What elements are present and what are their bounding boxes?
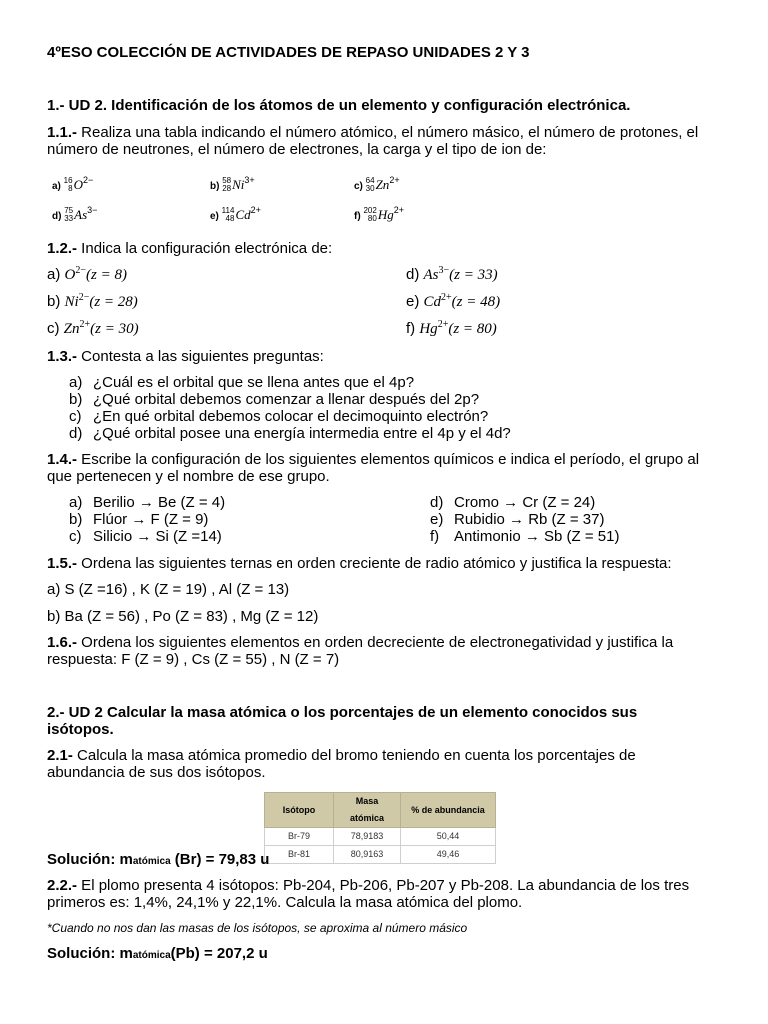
list-item — [69, 511, 208, 528]
ion-charge: 2+ — [79, 319, 91, 330]
section-2-heading: 2.- UD 2 Calcular la masa atómica o los porcentajes de un elemento conocidos sus — [47, 704, 638, 721]
question-text: Escribe la configuración de los siguientes elementos químicos e indica el período, el grupo al — [77, 451, 700, 468]
ion-item-label: f) — [354, 211, 364, 222]
element-symbol: Zn — [375, 177, 390, 192]
isotope-numbers — [222, 177, 231, 193]
ion-charge: 2− — [82, 175, 94, 185]
question-text: Ordena las siguientes ternas en orden creciente de radio atómico y justifica la respuesta: — [77, 555, 672, 572]
element-symbol: As — [423, 267, 439, 283]
atomic-number: 80 — [367, 214, 377, 224]
ion-item — [210, 206, 261, 225]
column-header: Isótopo — [265, 793, 334, 828]
ion-charge: 2+ — [389, 175, 400, 185]
table-cell: Br-79 — [265, 828, 334, 846]
config-item — [406, 266, 498, 284]
solution-label: Solución: m — [47, 945, 133, 962]
ion-charge: 3+ — [244, 175, 255, 185]
question-number: 1.5.- — [47, 555, 78, 572]
config-item — [406, 293, 500, 311]
list-item-marker: c) — [69, 528, 82, 545]
list-item-marker: a) — [69, 374, 83, 391]
atomic-number-eq: (z = 80) — [448, 321, 497, 337]
table-row — [265, 846, 496, 864]
table-cell: 50,44 — [401, 828, 496, 846]
page-title: 4ºESO COLECCIÓN DE ACTIVIDADES DE REPASO UNIDADES 2 Y 3 — [47, 44, 530, 61]
question-1-6 — [47, 634, 673, 651]
ion-charge: 2+ — [437, 319, 449, 330]
element-symbol: Zn — [63, 321, 80, 337]
list-item-text: Rubidio → Rb (Z = 37) — [454, 511, 605, 528]
question-text: El plomo presenta 4 isótopos: Pb-204, Pb-206, Pb-207 y Pb-208. La abundancia de los tres — [77, 877, 690, 894]
element-symbol: As — [74, 207, 88, 222]
solution-value: (Pb) = 207,2 u — [170, 945, 268, 962]
atomic-number-eq: (z = 28) — [89, 294, 138, 310]
list-item-text: Cromo → Cr (Z = 24) — [454, 494, 596, 511]
list-item — [69, 374, 414, 391]
question-number: 1.4.- — [47, 451, 78, 468]
mass-number: 75 — [64, 206, 74, 216]
question-text: Indica la configuración electrónica de: — [77, 240, 333, 257]
ion-charge: 2+ — [441, 292, 452, 303]
list-item-marker: a) — [69, 494, 83, 511]
solution-value: (Br) = 79,83 u — [170, 851, 270, 868]
config-item-label: d) — [406, 266, 424, 283]
ion-item — [52, 176, 93, 195]
list-item-marker: b) — [69, 511, 83, 528]
list-item — [69, 391, 479, 408]
solution-subscript: atómica — [132, 950, 171, 961]
list-item-text: ¿En qué orbital debemos colocar el decimoquinto electrón? — [93, 408, 489, 425]
ion-item — [210, 176, 255, 195]
isotope-numbers — [64, 207, 73, 223]
config-item-label: e) — [406, 293, 424, 310]
table-header-row — [265, 793, 496, 828]
list-item-marker: b) — [69, 391, 83, 408]
config-formula — [424, 294, 501, 310]
config-item — [47, 320, 139, 338]
element-symbol: Hg — [419, 321, 438, 337]
element-symbol: Ni — [232, 177, 245, 192]
atomic-number: 48 — [225, 214, 235, 224]
question-number: 1.2.- — [47, 240, 78, 257]
question-1-3 — [47, 348, 324, 365]
list-item — [430, 494, 595, 511]
config-formula — [419, 321, 496, 337]
config-formula — [424, 267, 498, 283]
isotope-numbers — [366, 177, 375, 193]
section-1-heading: 1.- UD 2. Identificación de los átomos de un elemento y configuración electrónica. — [47, 97, 631, 114]
question-number: 2.1- — [47, 747, 73, 764]
question-2-2-cont: primeros es: 1,4%, 24,1% y 22,1%. Calcula la masa atómica del plomo. — [47, 894, 523, 911]
ion-item-label: c) — [354, 181, 366, 192]
list-item-marker: f) — [430, 528, 440, 545]
question-1-1-cont: número de neutrones, el número de electrones, la carga y el tipo de ion de: — [47, 141, 547, 158]
config-item-label: b) — [47, 293, 65, 310]
ion-item-label: b) — [210, 181, 223, 192]
ion-item-label: d) — [52, 211, 65, 222]
ion-item-label: e) — [210, 211, 222, 222]
list-item-text: ¿Qué orbital debemos comenzar a llenar después del 2p? — [93, 391, 480, 408]
list-item-text: Silicio → Si (Z =14) — [93, 528, 222, 545]
atomic-number: 8 — [68, 184, 73, 194]
config-item-label: f) — [406, 320, 420, 337]
list-item — [430, 511, 604, 528]
footnote: *Cuando no nos dan las masas de los isótopos, se aproxima al número másico — [47, 921, 468, 935]
question-number: 1.1.- — [47, 124, 78, 141]
isotope-table — [264, 792, 496, 864]
question-text: Contesta a las siguientes preguntas: — [77, 348, 324, 365]
mass-number: 64 — [365, 176, 375, 186]
element-symbol: Hg — [377, 207, 394, 222]
list-item-text: ¿Qué orbital posee una energía intermedia entre el 4p y el 4d? — [93, 425, 511, 442]
list-item — [69, 408, 488, 425]
mass-number: 114 — [221, 206, 235, 216]
question-number: 1.6.- — [47, 634, 78, 651]
config-item — [47, 293, 138, 311]
ion-item — [52, 206, 97, 225]
atomic-number-eq: (z = 30) — [90, 321, 139, 337]
list-item — [69, 425, 511, 442]
list-item-marker: d) — [69, 425, 83, 442]
list-item-text: Flúor → F (Z = 9) — [93, 511, 209, 528]
question-text: Ordena los siguientes elementos en orden decreciente de electronegatividad y justifica la — [77, 634, 674, 651]
question-number: 1.3.- — [47, 348, 78, 365]
config-item — [47, 266, 127, 284]
config-formula — [64, 321, 139, 337]
list-item-marker: c) — [69, 408, 82, 425]
question-1-1 — [47, 124, 698, 141]
isotope-numbers — [222, 207, 235, 223]
atomic-number-eq: (z = 8) — [86, 267, 127, 283]
config-formula — [65, 294, 138, 310]
ion-item-label: a) — [52, 181, 64, 192]
question-1-5-b: b) Ba (Z = 56) , Po (Z = 83) , Mg (Z = 12) — [47, 608, 319, 625]
element-symbol: Cd — [235, 207, 251, 222]
atomic-number-eq: (z = 33) — [449, 267, 498, 283]
ion-charge: 2+ — [250, 205, 261, 215]
question-1-4 — [47, 451, 699, 468]
table-row — [265, 828, 496, 846]
question-2-2 — [47, 877, 689, 894]
table-cell: Br-81 — [265, 846, 334, 864]
atomic-number: 30 — [365, 184, 375, 194]
mass-number: 16 — [63, 176, 73, 186]
question-1-5-a: a) S (Z =16) , K (Z = 19) , Al (Z = 13) — [47, 581, 290, 598]
isotope-numbers — [64, 177, 73, 193]
question-2-1 — [47, 747, 636, 764]
element-symbol: Ni — [64, 294, 79, 310]
list-item — [69, 528, 222, 545]
question-number: 2.2.- — [47, 877, 78, 894]
question-2-1-cont: abundancia de sus dos isótopos. — [47, 764, 266, 781]
section-2-heading-cont: isótopos. — [47, 721, 114, 738]
ion-charge: 2− — [75, 265, 86, 276]
config-item-label: a) — [47, 266, 65, 283]
mass-number: 202 — [363, 206, 377, 216]
table-cell: 78,9183 — [334, 828, 401, 846]
isotope-numbers — [363, 207, 376, 223]
element-symbol: O — [73, 177, 83, 192]
element-symbol: Cd — [423, 294, 442, 310]
list-item-marker: d) — [430, 494, 444, 511]
column-header: Masa atómica — [334, 793, 401, 828]
solution-2-1 — [47, 851, 269, 870]
column-header: % de abundancia — [401, 793, 496, 828]
list-item-marker: e) — [430, 511, 444, 528]
element-symbol: O — [64, 267, 76, 283]
ion-charge: 2− — [78, 292, 90, 303]
list-item — [69, 494, 225, 511]
ion-charge: 3− — [438, 265, 450, 276]
mass-number: 58 — [222, 176, 232, 186]
list-item-text: ¿Cuál es el orbital que se llena antes que el 4p? — [93, 374, 415, 391]
config-item — [406, 320, 497, 338]
ion-charge: 2+ — [393, 205, 404, 215]
ion-item — [354, 176, 400, 195]
question-1-5 — [47, 555, 672, 572]
table-cell: 49,46 — [401, 846, 496, 864]
table-cell: 80,9163 — [334, 846, 401, 864]
list-item-text: Berilio → Be (Z = 4) — [93, 494, 226, 511]
ion-charge: 3− — [87, 205, 98, 215]
atomic-number: 33 — [64, 214, 74, 224]
config-item-label: c) — [47, 320, 64, 337]
ion-item — [354, 206, 404, 225]
atomic-number-eq: (z = 48) — [451, 294, 501, 310]
question-text: Calcula la masa atómica promedio del bromo teniendo en cuenta los porcentajes de — [72, 747, 636, 764]
question-1-4-cont: que pertenecen y el nombre de ese grupo. — [47, 468, 330, 485]
atomic-number: 28 — [222, 184, 232, 194]
solution-subscript: atómica — [132, 856, 171, 867]
list-item-text: Antimonio → Sb (Z = 51) — [454, 528, 620, 545]
question-1-2 — [47, 240, 332, 257]
solution-2-2 — [47, 945, 268, 964]
config-formula — [65, 267, 127, 283]
list-item — [430, 528, 619, 545]
solution-label: Solución: m — [47, 851, 133, 868]
question-1-6-cont: respuesta: F (Z = 9) , Cs (Z = 55) , N (Z = 7) — [47, 651, 340, 668]
question-text: Realiza una tabla indicando el número atómico, el número másico, el número de protones, el — [77, 124, 699, 141]
isotope-table-wrap — [264, 792, 496, 864]
